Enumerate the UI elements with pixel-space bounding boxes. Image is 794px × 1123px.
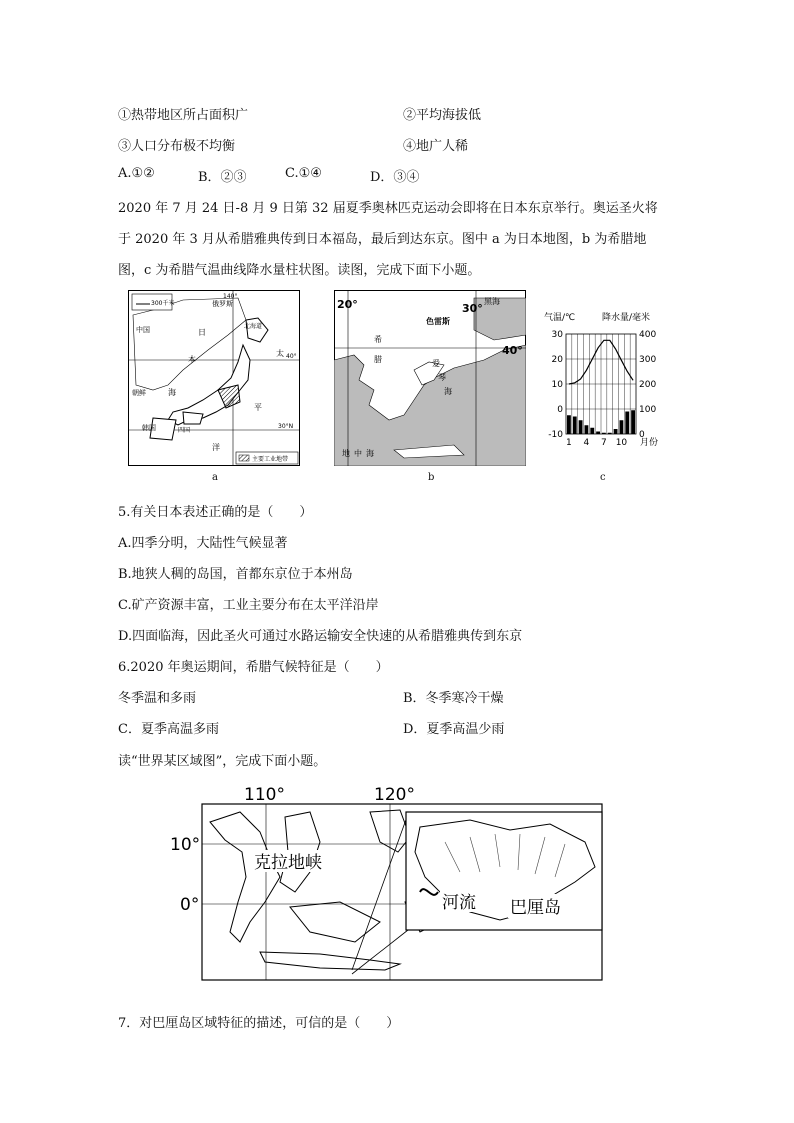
choice-d: D．③④	[370, 170, 420, 185]
label-120: 120°	[374, 785, 415, 805]
precip-bar	[620, 420, 624, 434]
q6-option-d: D．夏季高温少雨	[403, 722, 505, 737]
label-shikoku: 四国	[178, 427, 191, 434]
precip-bar	[631, 410, 635, 434]
label-20: 20°	[337, 298, 358, 311]
precip-bar	[602, 433, 606, 434]
precip-tick-label: 100	[639, 405, 657, 415]
label-china: 中国	[136, 326, 150, 334]
temp-tick-label: 20	[551, 355, 563, 365]
q6-stem: 6.2020 年奥运期间，希腊气候特征是（ ）	[118, 660, 389, 675]
q6-option-c: C．夏季高温多雨	[118, 722, 219, 737]
greece-map	[334, 290, 526, 466]
precip-axis-label: 降水量/毫米	[602, 313, 651, 323]
caption-c: c	[600, 472, 606, 483]
precip-bar	[579, 420, 583, 434]
label-xi: 希	[374, 335, 382, 344]
precip-bar	[567, 415, 571, 434]
label-ai: 爱	[432, 359, 440, 368]
label-thrace: 色雷斯	[426, 317, 450, 326]
precip-tick-label: 0	[639, 430, 645, 440]
label-140: 140°	[223, 293, 238, 300]
temp-tick-label: 0	[557, 405, 563, 415]
precip-bar	[625, 412, 629, 435]
label-hai2: 海	[366, 449, 374, 458]
precip-bar	[573, 417, 577, 435]
precip-tick-label: 200	[639, 380, 657, 390]
scale-label: 300千米	[151, 300, 175, 307]
choice-b: B．②③	[198, 170, 247, 185]
label-ben: 本	[188, 355, 196, 364]
label-di: 地	[342, 449, 350, 458]
month-tick-label: 1	[566, 438, 572, 448]
legend-industry: 主要工业地带	[252, 456, 289, 463]
label-hai: 海	[168, 388, 176, 397]
intro-line-2: 于 2020 年 3 月从希腊雅典传到日本福岛，最后到达东京。图中 a 为日本地图，b 为希腊地	[118, 232, 647, 247]
option-3: ③人口分布极不均衡	[118, 139, 236, 154]
label-north-korea: 朝鲜	[132, 389, 146, 397]
temp-tick-label: -10	[548, 430, 563, 440]
temp-tick-label: 30	[551, 330, 563, 340]
label-south-korea: 韩国	[142, 424, 156, 432]
choice-a: A.①②	[118, 166, 155, 181]
climate-chart	[542, 308, 670, 468]
label-hokkaido: 北海道	[244, 323, 263, 330]
precip-bar	[608, 433, 612, 434]
month-tick-label: 4	[583, 438, 590, 448]
q6-option-b: B．冬季寒冷干燥	[403, 691, 504, 706]
choice-c: C.①④	[285, 166, 322, 181]
label-la: 腊	[374, 355, 382, 364]
label-hai: 海	[444, 387, 452, 396]
label-qin: 琴	[438, 373, 446, 382]
intro-line-1: 2020 年 7 月 24 日-8 月 9 日第 32 届夏季奥林匹克运动会即将在日本东京举行。奥运圣火将	[118, 201, 658, 216]
label-40: 40°	[502, 344, 523, 357]
precip-tick-label: 400	[639, 330, 657, 340]
precip-bar	[596, 432, 600, 435]
southeast-asia-map	[170, 782, 610, 982]
q5-option-c: C.矿产资源丰富，工业主要分布在太平洋沿岸	[118, 598, 379, 613]
precip-bar	[590, 428, 594, 434]
label-black-sea: 黑海	[484, 297, 500, 306]
q6-option-a: 冬季温和多雨	[118, 691, 197, 706]
label-40: 40°	[286, 353, 297, 360]
label-ri: 日	[198, 328, 206, 337]
option-4: ④地广人稀	[403, 139, 469, 154]
precip-tick-label: 300	[639, 355, 657, 365]
month-axis-label: 月份	[640, 438, 659, 448]
intro-line-3: 图，c 为希腊气温曲线降水量柱状图。读图，完成下面下小题。	[118, 263, 481, 278]
q5-stem: 5.有关日本表述正确的是（ ）	[118, 505, 313, 520]
month-tick-label: 7	[601, 438, 607, 448]
q5-option-b: B.地狭人稠的岛国，首都东京位于本州岛	[118, 567, 353, 582]
caption-a: a	[212, 472, 218, 483]
japan-map	[128, 290, 300, 466]
label-110: 110°	[244, 785, 285, 805]
label-30: 30°	[462, 302, 483, 315]
q7-stem: 7．对巴厘岛区域特征的描述，可信的是（ ）	[118, 1016, 400, 1031]
label-10: 10°	[170, 835, 201, 855]
temp-axis-label: 气温/℃	[544, 313, 576, 323]
option-2: ②平均海拔低	[403, 108, 482, 123]
label-kra-isthmus: 克拉地峡	[254, 853, 322, 873]
label-russia: 俄罗斯	[212, 300, 233, 308]
q5-option-d: D.四面临海，因此圣火可通过水路运输安全快速的从希腊雅典传到东京	[118, 629, 523, 644]
label-tai: 太	[276, 349, 284, 358]
label-yang: 洋	[212, 443, 220, 452]
precip-bar	[585, 425, 589, 434]
month-tick-label: 10	[615, 438, 628, 448]
label-zhong: 中	[354, 449, 362, 458]
intro-2: 读“世界某区域图”，完成下面小题。	[118, 754, 327, 769]
label-30n: 30°N	[278, 423, 294, 430]
caption-b: b	[428, 472, 435, 483]
label-bali: 巴厘岛	[510, 898, 561, 918]
precip-bar	[614, 429, 618, 434]
temp-tick-label: 10	[551, 380, 563, 390]
label-river: 河流	[442, 893, 476, 913]
option-1: ①热带地区所占面积广	[118, 108, 249, 123]
label-0: 0°	[180, 895, 200, 915]
label-ping: 平	[254, 403, 262, 412]
q5-option-a: A.四季分明，大陆性气候显著	[118, 536, 288, 551]
